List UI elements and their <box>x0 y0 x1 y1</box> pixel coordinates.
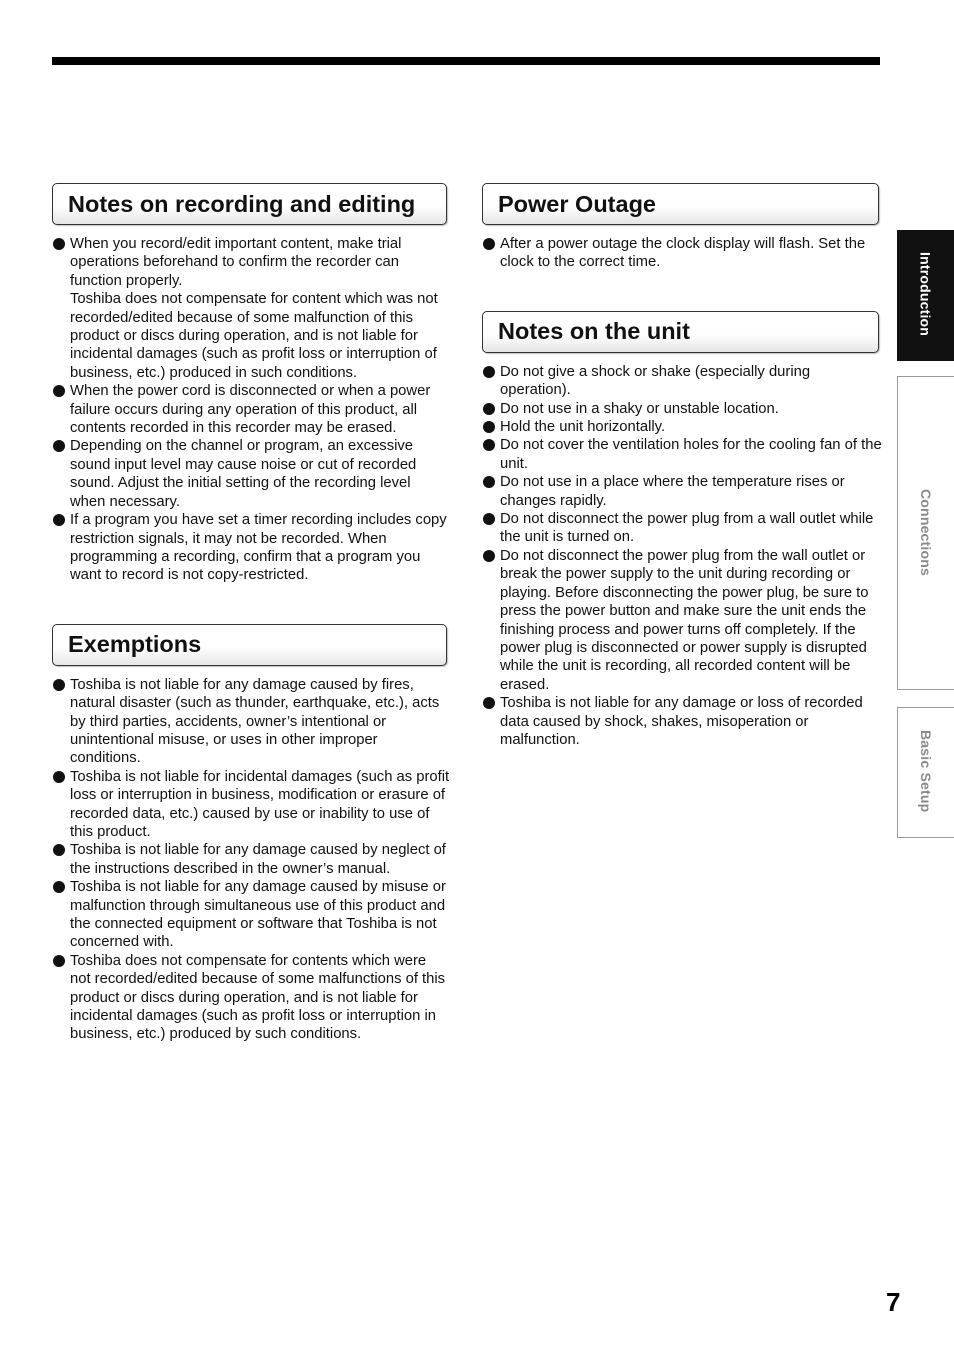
section-title-recording: Notes on recording and editing <box>52 183 447 225</box>
list-item: Toshiba does not compensate for contents which were not recorded/edited because of some malfunctions of this product or discs during operation, and is not liable for incidental damages (such as profit loss or interruption in business, etc.) produced by such conditions. <box>52 952 450 1044</box>
right-column <box>482 183 882 749</box>
exemptions-list <box>52 676 450 1044</box>
list-item: Toshiba is not liable for any damage caused by misuse or malfunction through simultaneous use of this product and the connected equipment or software that Toshiba is not concerned with. <box>52 878 450 952</box>
list-item: Toshiba is not liable for any damage caused by fires, natural disaster (such as thunder, earthquake, etc.), acts by third parties, accidents, owner’s intentional or unintentional misuse, or uses in other improper conditions. <box>52 676 450 768</box>
list-item: Toshiba is not liable for incidental damages (such as profit loss or interruption in business, modification or erasure of recorded data, etc.) caused by use or inability to use of this product. <box>52 768 450 842</box>
list-item: Do not disconnect the power plug from the wall outlet or break the power supply to the unit during recording or playing. Before disconnecting the power plug, be sure to press the power button and make sure the unit ends the finishing process and power turns off completely. If the power plug is disconnected or power supply is disrupted while the unit is recording, all recorded content will be erased. <box>482 547 882 694</box>
list-item: Do not disconnect the power plug from a wall outlet while the unit is turned on. <box>482 510 882 547</box>
section-title-exemptions: Exemptions <box>52 624 447 666</box>
list-item: When the power cord is disconnected or when a power failure occurs during any operation of this product, all contents recorded in this recorder may be erased. <box>52 382 450 437</box>
list-item: Toshiba is not liable for any damage caused by neglect of the instructions described in the owner’s manual. <box>52 841 450 878</box>
top-rule <box>52 57 880 65</box>
tab-introduction[interactable] <box>897 230 954 361</box>
list-item: Do not give a shock or shake (especially during operation). <box>482 363 882 400</box>
page-number: 7 <box>886 1287 901 1317</box>
tab-label: Connections <box>918 489 934 576</box>
section-title-power-outage: Power Outage <box>482 183 879 225</box>
unit-notes-list <box>482 363 882 750</box>
list-item: Depending on the channel or program, an excessive sound input level may cause noise or cut of recorded sound. Adjust the initial setting of the recording level when necessary. <box>52 437 450 511</box>
list-item: Toshiba is not liable for any damage or loss of recorded data caused by shock, shakes, misoperation or malfunction. <box>482 694 882 749</box>
list-item: Do not use in a shaky or unstable location. <box>482 400 882 418</box>
list-item: If a program you have set a timer recording includes copy restriction signals, it may not be recorded. When programming a recording, confirm that a program you want to record is not copy-restricted. <box>52 511 450 585</box>
section-title-unit: Notes on the unit <box>482 311 879 353</box>
tab-label: Introduction <box>917 252 934 337</box>
tab-basic-setup[interactable] <box>897 707 954 838</box>
tab-label: Basic Setup <box>918 730 934 813</box>
recording-notes-list <box>52 235 450 585</box>
list-item: Hold the unit horizontally. <box>482 418 882 436</box>
list-item: Do not use in a place where the temperature rises or changes rapidly. <box>482 473 882 510</box>
left-column <box>52 183 450 1044</box>
tab-connections[interactable] <box>897 376 954 690</box>
list-item: When you record/edit important content, make trial operations beforehand to confirm the recorder can function properly. Toshiba does not compensate for content which was not recorded/edited because of some malfunction of this product or discs during operation, and is not liable for incidental damages (such as profit loss or interruption of business, etc.) produced in such conditions. <box>52 235 450 382</box>
list-item: Do not cover the ventilation holes for the cooling fan of the unit. <box>482 436 882 473</box>
power-outage-list <box>482 235 882 272</box>
list-item: After a power outage the clock display will flash. Set the clock to the correct time. <box>482 235 882 272</box>
